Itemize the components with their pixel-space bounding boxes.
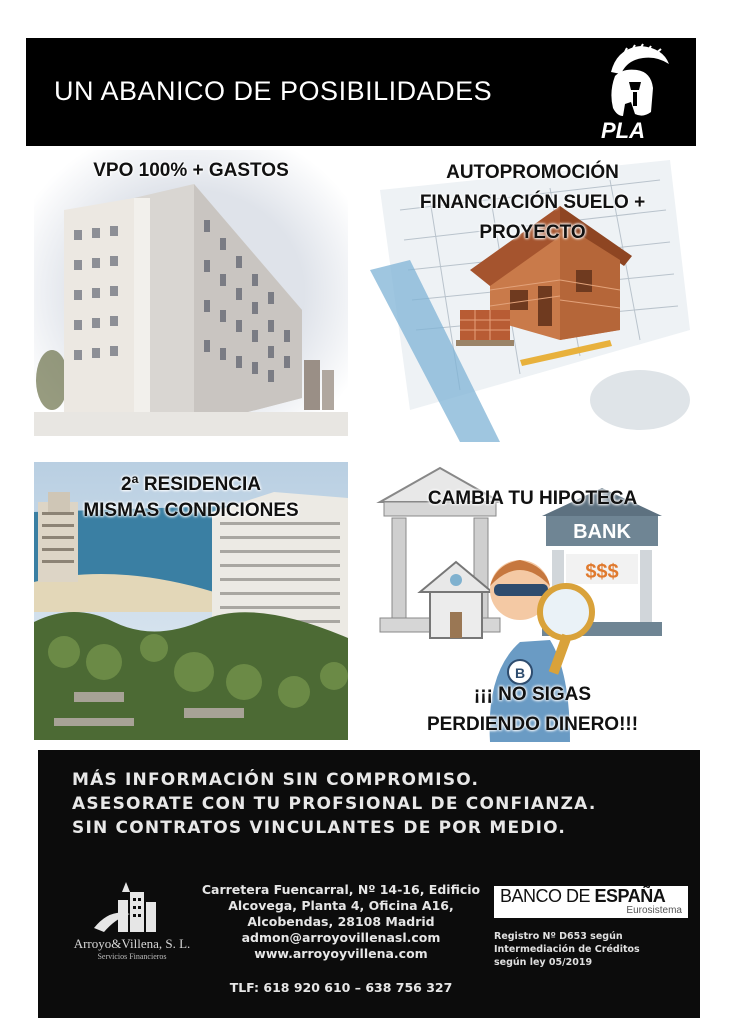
page-title: UN ABANICO DE POSIBILIDADES xyxy=(54,76,493,106)
apartment-building-illustration xyxy=(34,150,348,436)
panel-hipoteca-warning xyxy=(370,680,695,740)
logo-pla-text: PLA xyxy=(601,118,645,142)
company-address xyxy=(188,882,494,962)
company-subtitle: Servicios Financieros xyxy=(97,952,167,961)
footer-message-line: ASESORATE CON TU PROFSIONAL DE CONFIANZA. xyxy=(72,794,597,814)
footer-message xyxy=(72,768,597,840)
panel-hipoteca-title: CAMBIA TU HIPOTECA xyxy=(427,488,638,509)
registro-line: Registro Nº D653 según xyxy=(494,931,623,942)
autopromocion-line2: FINANCIACIÓN SUELO + xyxy=(419,192,646,213)
hipoteca-warning-line2: PERDIENDO DINERO!!! xyxy=(426,714,639,735)
panel-vpo xyxy=(34,150,348,436)
contact-footer xyxy=(38,750,700,1018)
residencia-line1: 2ª RESIDENCIA xyxy=(120,474,262,495)
bank-sign: BANK xyxy=(573,521,631,543)
spartan-helmet-logo xyxy=(571,42,681,142)
banco-de-espana-name xyxy=(500,886,665,907)
address-line: Carretera Fuencarral, Nº 14-16, Edificio xyxy=(201,882,481,897)
residencia-line2: MISMAS CONDICIONES xyxy=(83,500,299,521)
panel-hipoteca xyxy=(370,462,695,746)
money-sign: $$$ xyxy=(585,561,619,583)
website-link[interactable]: www.arroyoyvillena.com xyxy=(254,946,428,961)
panel-autopromocion-title xyxy=(370,158,695,248)
registro-info xyxy=(494,930,694,969)
panel-autopromocion xyxy=(370,150,695,442)
panel-vpo-title: VPO 100% + GASTOS xyxy=(93,160,289,181)
footer-message-line: MÁS INFORMACIÓN SIN COMPROMISO. xyxy=(72,770,480,790)
autopromocion-line1: AUTOPROMOCIÓN xyxy=(446,162,619,183)
hero-emblem: B xyxy=(514,665,526,681)
company-name: Arroyo&Villena, S. L. xyxy=(73,936,191,951)
address-line: Alcobendas, 28108 Madrid xyxy=(247,914,435,929)
email-link[interactable]: admon@arroyovillenasl.com xyxy=(241,930,441,945)
registro-line: según ley 05/2019 xyxy=(494,957,593,968)
autopromocion-line3: PROYECTO xyxy=(479,222,586,243)
eurosistema-label: Eurosistema xyxy=(626,905,682,916)
bde-part2: ESPAÑA xyxy=(594,886,666,906)
registro-line: Intermediación de Créditos xyxy=(494,944,640,955)
panel-residencia-title xyxy=(34,472,348,524)
phone-numbers: TLF: 618 920 610 – 638 756 327 xyxy=(229,980,453,995)
banco-de-espana-logo xyxy=(494,886,688,918)
address-line: Alcovega, Planta 4, Oficina A16, xyxy=(228,898,454,913)
bde-part1: BANCO DE xyxy=(500,886,595,906)
header-banner xyxy=(26,38,696,146)
hipoteca-warning-line1: ¡¡¡ NO SIGAS xyxy=(473,684,592,705)
company-logo-icon xyxy=(90,878,170,936)
footer-message-line: SIN CONTRATOS VINCULANTES DE POR MEDIO. xyxy=(72,818,567,838)
panel-residencia xyxy=(34,462,348,740)
